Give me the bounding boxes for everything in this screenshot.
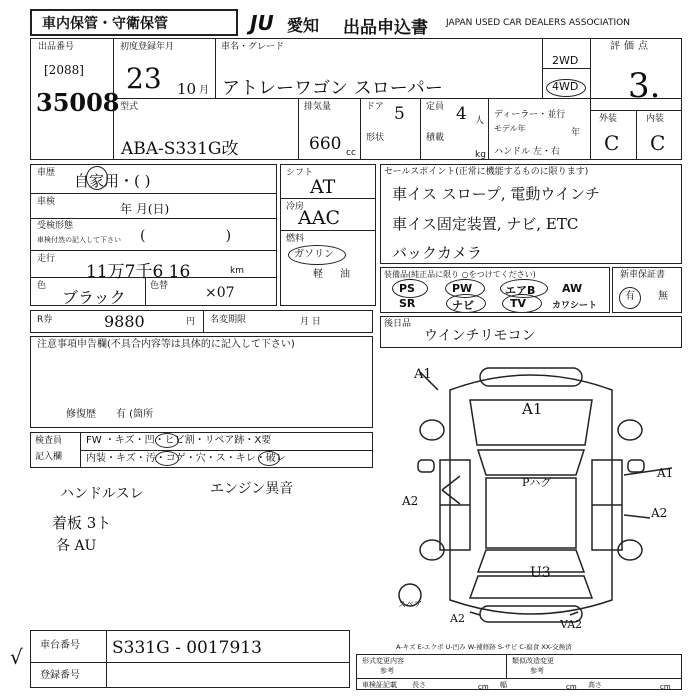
color-code: ×07 (205, 285, 235, 301)
first-reg-label: 初度登録年月 (120, 42, 175, 52)
first-reg-year: 23 (126, 62, 162, 95)
interior-label: 内装 (646, 114, 665, 124)
month-day: 月 日 (300, 317, 321, 327)
entry-label: 記入欄 (35, 452, 63, 462)
equip-leather: カワシート (552, 301, 598, 311)
lot-small: [2088] (44, 63, 84, 77)
cooling-value: AAC (298, 207, 340, 229)
usage-circle (86, 166, 108, 190)
note-engine-noise: エンジン異音 (210, 481, 294, 497)
door-label: ドア (366, 102, 384, 112)
exterior-label: 外装 (599, 114, 618, 124)
score-label: 評価点 (610, 41, 652, 52)
model-label: 型式 (120, 102, 139, 112)
usage-label: 車歴 (37, 168, 56, 178)
sales-point-line2: 車イス固定装置, ナビ, ETC (392, 215, 579, 233)
fuel-oil: 油 (340, 269, 350, 280)
mark-u3-rear: U3 (530, 565, 551, 581)
change-label: 形式変更内容 (362, 657, 404, 665)
mark-a1-front: A1 (414, 367, 432, 382)
recycle-value: 9880 (104, 312, 145, 331)
sales-point-line1: 車イス スロープ, 電動ウインチ (392, 185, 600, 203)
fuel-light: 軽 (313, 269, 323, 280)
width-label: 幅 (500, 681, 507, 689)
color-change-label: 色替 (150, 281, 169, 291)
interior-scratch-circle (258, 451, 280, 466)
notes-label: 注意事項申告欄(不具合内容等は具体的に記入して下さい) (37, 339, 295, 350)
length-label: 長さ (412, 681, 426, 689)
cc-unit: cc (346, 148, 356, 158)
circle-tv (502, 294, 542, 313)
aftermarket-value: ウインチリモコン (424, 328, 536, 344)
load-label: 積載 (426, 133, 445, 143)
color-value: ブラック (62, 288, 126, 307)
equipment-label: 装備品(純正品に限り ○をつけてください) (384, 270, 536, 279)
mark-roof: Pハグ (522, 476, 552, 489)
recycle-row (30, 310, 373, 333)
car-damage-diagram (380, 350, 682, 640)
mark-va2-rear: VA2 (560, 618, 583, 631)
inspector-label: 検査員 (35, 436, 63, 446)
chassis-value: S331G - 0017913 (112, 638, 262, 658)
wheel-fr (618, 420, 642, 440)
equip-tv: TV (510, 297, 527, 310)
warranty-circle (619, 287, 641, 309)
sales-point-line3: バックカメラ (392, 244, 483, 262)
equip-aw: AW (562, 282, 583, 295)
note-seat: 着板 3ト (52, 514, 112, 532)
model-value: ABA-S331G改 (121, 139, 239, 159)
km-unit: km (230, 266, 244, 276)
inspection-label: 車検 (37, 197, 56, 207)
sales-points-label: セールスポイント(正常に機能するものに限ります) (384, 167, 589, 177)
equip-airbag: エアB (505, 284, 536, 297)
car-name-label: 車名・グレード (221, 42, 285, 52)
mark-a1-hood: A1 (522, 400, 543, 418)
usage-value: 自家用・( ) (74, 172, 151, 190)
fuel-label: 燃料 (286, 234, 305, 244)
mark-a1-right: A1 (657, 466, 674, 480)
inspect-label: 車検証記載 (362, 681, 397, 689)
association-name: JAPAN USED CAR DEALERS ASSOCIATION (446, 18, 630, 28)
handle-label: ハンドル 左・右 (494, 147, 560, 157)
fw-row: FW ・キズ・凹・ヒビ割・リペア跡・X要 (86, 435, 272, 446)
equip-pw: PW (452, 282, 473, 295)
drive-4wd: 4WD (552, 80, 579, 93)
name-change-label: 名変期限 (210, 315, 247, 325)
displacement-value: 660 (309, 134, 342, 154)
repair-label: 修復歴 (66, 409, 96, 420)
color-label: 色 (37, 281, 47, 291)
aftermarket-label: 後日品 (384, 319, 412, 329)
drive-2wd: 2WD (552, 54, 579, 67)
shift-label: シフト (286, 168, 314, 178)
form-title: 出品申込書 (343, 18, 428, 38)
circle-ps (392, 279, 428, 298)
model-year-label: モデル年 (494, 124, 526, 133)
car-name: アトレーワゴン スローパー (222, 78, 443, 99)
interior-dirt-circle (155, 451, 179, 466)
warranty-have: 有 (625, 291, 635, 302)
cooling-label: 冷房 (286, 202, 305, 212)
equip-ps: PS (399, 282, 415, 295)
exterior-grade: C (604, 131, 620, 155)
mark-a2-rear-left: A2 (450, 612, 465, 625)
yen-unit: 円 (186, 317, 196, 327)
warranty-label: 新車保証書 (620, 270, 666, 280)
accepted-label: 受検形態 (37, 221, 74, 231)
shift-value: AT (310, 176, 336, 198)
ju-logo: JU (250, 11, 274, 35)
mark-a2-right: A2 (651, 506, 668, 520)
chassis-label: 車台番号 (40, 640, 80, 651)
warranty-none: 無 (658, 291, 668, 302)
mirror-left (418, 460, 434, 472)
storage-title-box (30, 9, 238, 36)
inspection-value: 年 月(日) (120, 202, 170, 216)
kg-unit: kg (475, 150, 486, 160)
month-unit: 月 (199, 85, 209, 96)
dealer-label: ディーラー・並行 (494, 110, 566, 120)
capacity-label: 定員 (426, 102, 445, 112)
note-each: 各 AU (56, 538, 97, 554)
cm-3: cm (660, 683, 671, 691)
damage-legend: A-キズ E-エクボ U-凹み W-補修跡 S-サビ C-腐食 XX-交換済 (396, 643, 572, 651)
interior-grade: C (650, 131, 666, 155)
fw-dent-circle (155, 433, 179, 448)
check-mark: √ (10, 645, 23, 669)
person-unit: 人 (475, 116, 485, 126)
displacement-label: 排気量 (304, 102, 332, 112)
mileage-value: 11万7千6 16 (86, 262, 191, 282)
door-value: 5 (394, 104, 405, 124)
lot-label: 出品番号 (38, 42, 75, 52)
recycle-label: R券 (37, 315, 53, 325)
lot-number: 35008 (36, 88, 120, 117)
height-label: 高さ (588, 681, 602, 689)
reg-label: 登録番号 (40, 670, 80, 681)
windshield (478, 450, 584, 475)
ref-label-1: 参考 (380, 667, 394, 675)
interior-row: 内装・キズ・汚・コゲ・穴・ス・キレ・破レ (86, 453, 286, 464)
accepted-paren: ( ) (140, 228, 232, 244)
brand-name: 愛知 (287, 16, 320, 35)
capacity-value: 4 (456, 104, 467, 124)
mileage-label: 走行 (37, 254, 56, 264)
equip-navi: ナビ (452, 299, 474, 312)
accepted-note: 車検付然の記入して下さい (37, 236, 121, 244)
cm-2: cm (566, 683, 577, 691)
fuel-gas-circle (288, 245, 346, 265)
front-bumper (480, 368, 582, 386)
cm-1: cm (478, 683, 489, 691)
repair-value: 有 (箇所 (116, 409, 154, 420)
storage-title: 車内保管・守衛保管 (42, 16, 168, 32)
note-handle-wear: ハンドルスレ (60, 486, 144, 502)
first-reg-month: 10 (177, 80, 197, 98)
mirror-right (628, 460, 644, 472)
score-value: 3. (628, 66, 661, 106)
ref-label-2: 参考 (530, 667, 544, 675)
spare-label: スペア (398, 600, 422, 609)
modify-label: 類似改造変更 (512, 657, 554, 665)
circle-navi (446, 294, 486, 313)
equip-sr: SR (399, 297, 416, 310)
mark-a2-left: A2 (402, 494, 419, 508)
shape-label: 形状 (366, 133, 385, 143)
wheel-fl (420, 420, 444, 440)
year-unit: 年 (571, 128, 581, 138)
fuel-gas: ガソリン (294, 249, 334, 260)
